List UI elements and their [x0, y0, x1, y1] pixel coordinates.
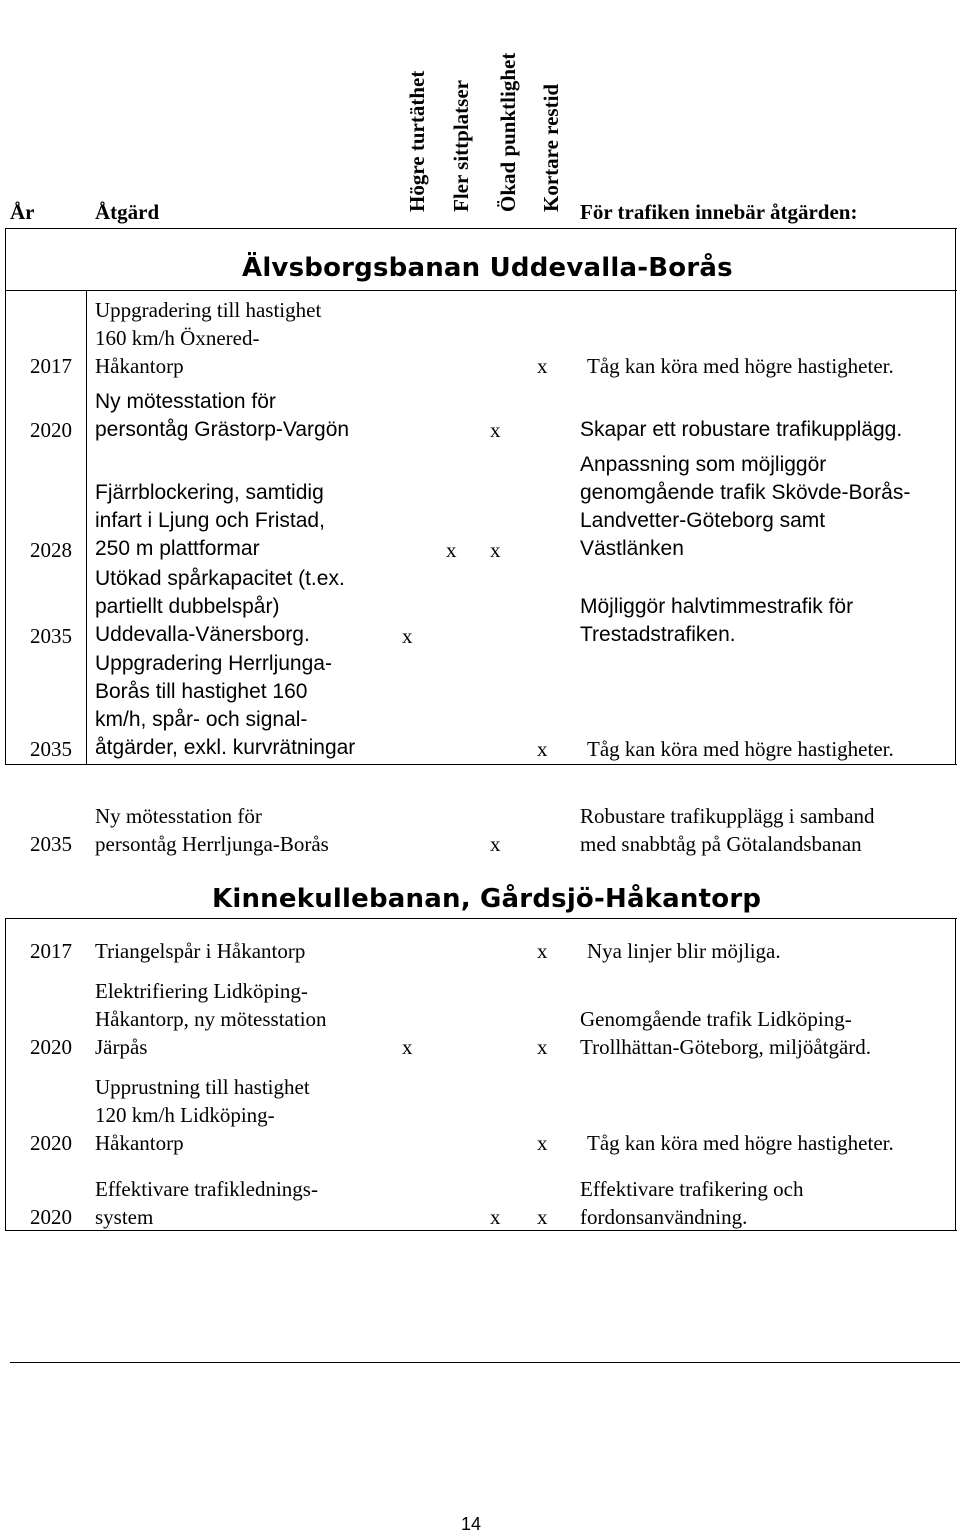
mark-shorter-travel-time: x [537, 1205, 548, 1229]
row-action-line: infart i Ljung och Fristad, [95, 509, 325, 532]
row-effect-line: med snabbtåg på Götalandsbanan [580, 832, 862, 856]
row-year: 2035 [30, 737, 72, 761]
criterion-higher-frequency: Högre turtäthet [405, 70, 429, 212]
row-year: 2017 [30, 939, 72, 963]
row-effect-line: Robustare trafikupplägg i samband [580, 804, 875, 828]
section-title-kinnekullebanan: Kinnekullebanan, Gårdsjö-Håkantorp [212, 884, 762, 914]
row-action-line: persontåg Herrljunga-Borås [95, 832, 329, 856]
row-year: 2020 [30, 1035, 72, 1059]
mark-shorter-travel-time: x [537, 939, 548, 963]
row-year: 2020 [30, 1131, 72, 1155]
mark-shorter-travel-time: x [537, 737, 548, 761]
row-action-line: åtgärder, exkl. kurvrätningar [95, 736, 356, 759]
row-action-line: Håkantorp, ny mötesstation [95, 1007, 327, 1031]
mark-shorter-travel-time: x [537, 354, 548, 378]
row-action-line: Elektrifiering Lidköping- [95, 979, 308, 1003]
row-effect-line: Landvetter-Göteborg samt [580, 509, 826, 532]
row-action-line: Upprustning till hastighet [95, 1075, 310, 1099]
row-year: 2035 [30, 624, 72, 648]
mark-punctuality: x [490, 1205, 501, 1229]
mark-shorter-travel-time: x [537, 1035, 548, 1059]
mark-higher-frequency: x [402, 624, 413, 648]
row-year: 2017 [30, 354, 72, 378]
header-action: Åtgärd [95, 200, 160, 224]
row-action-line: Utökad spårkapacitet (t.ex. [95, 567, 345, 590]
row-action-line: Borås till hastighet 160 [95, 680, 308, 703]
mark-higher-frequency: x [402, 1035, 413, 1059]
row-action-line: partiellt dubbelspår) [95, 595, 280, 618]
mark-punctuality: x [490, 418, 501, 442]
mark-punctuality: x [490, 538, 501, 562]
row-action-line: Håkantorp [95, 354, 184, 378]
row-action-line: Ny mötesstation för [95, 804, 262, 828]
row-action-line: 250 m plattformar [95, 537, 260, 560]
row-action-line: 160 km/h Öxnered- [95, 326, 260, 350]
mark-more-seats: x [446, 538, 457, 562]
row-effect-line: Anpassning som möjliggör [580, 453, 827, 476]
row-effect-line: Effektivare trafikering och [580, 1177, 804, 1201]
row-effect-line: genomgående trafik Skövde-Borås- [580, 481, 911, 504]
mark-shorter-travel-time: x [537, 1131, 548, 1155]
row-effect-line: Möjliggör halvtimmestrafik för [580, 595, 854, 618]
row-action-line: Håkantorp [95, 1131, 184, 1155]
row-action-line: 120 km/h Lidköping- [95, 1103, 275, 1127]
row-action-line: Järpås [95, 1035, 148, 1059]
row-year: 2020 [30, 418, 72, 442]
criterion-shorter-travel-time: Kortare restid [539, 83, 563, 212]
section-title-rule [5, 918, 957, 919]
row-effect-line: fordonsanvändning. [580, 1205, 748, 1229]
row-action-line: km/h, spår- och signal- [95, 708, 308, 731]
table-bottom-rule [5, 764, 957, 765]
row-action-line: system [95, 1205, 154, 1229]
row-effect-line: Skapar ett robustare trafikupplägg. [580, 418, 903, 441]
criterion-more-seats: Fler sittplatser [449, 80, 473, 212]
criterion-punctuality: Ökad punktlighet [496, 52, 520, 212]
header-effects: För trafiken innebär åtgärden: [580, 200, 858, 224]
row-action-line: persontåg Grästorp-Vargön [95, 418, 350, 441]
page-number: 14 [461, 1514, 482, 1534]
row-action-line: Uppgradering till hastighet [95, 298, 322, 322]
section-title-rule [5, 290, 957, 291]
table-border-left [5, 228, 6, 764]
header-year: År [10, 200, 35, 224]
row-year: 2035 [30, 832, 72, 856]
row-year: 2020 [30, 1205, 72, 1229]
table-border-right [955, 228, 956, 764]
table-column-divider [86, 290, 87, 764]
row-effect-line: Trollhättan-Göteborg, miljöåtgärd. [580, 1035, 872, 1059]
table-border-left [5, 918, 6, 1230]
row-effect-line: Nya linjer blir möjliga. [587, 939, 781, 963]
row-year: 2028 [30, 538, 72, 562]
row-effect-line: Västlänken [580, 537, 684, 560]
mark-punctuality: x [490, 832, 501, 856]
row-effect-line: Tåg kan köra med högre hastigheter. [587, 1131, 894, 1155]
header-rule [5, 228, 957, 229]
row-action-line: Uppgradering Herrljunga- [95, 652, 332, 675]
table-border-right [955, 918, 956, 1230]
section-title-alvsborgsbanan: Älvsborgsbanan Uddevalla-Borås [242, 253, 733, 283]
row-effect-line: Genomgående trafik Lidköping- [580, 1007, 852, 1031]
row-action-line: Fjärrblockering, samtidig [95, 481, 324, 504]
footer-rule [10, 1362, 960, 1363]
row-action-line: Effektivare trafiklednings- [95, 1177, 318, 1201]
row-action-line: Uddevalla-Vänersborg. [95, 623, 310, 646]
row-action-line: Ny mötesstation för [95, 390, 276, 413]
row-effect-line: Tåg kan köra med högre hastigheter. [587, 737, 894, 761]
row-action-line: Triangelspår i Håkantorp [95, 939, 306, 963]
row-effect-line: Tåg kan köra med högre hastigheter. [587, 354, 894, 378]
row-effect-line: Trestadstrafiken. [580, 623, 736, 646]
